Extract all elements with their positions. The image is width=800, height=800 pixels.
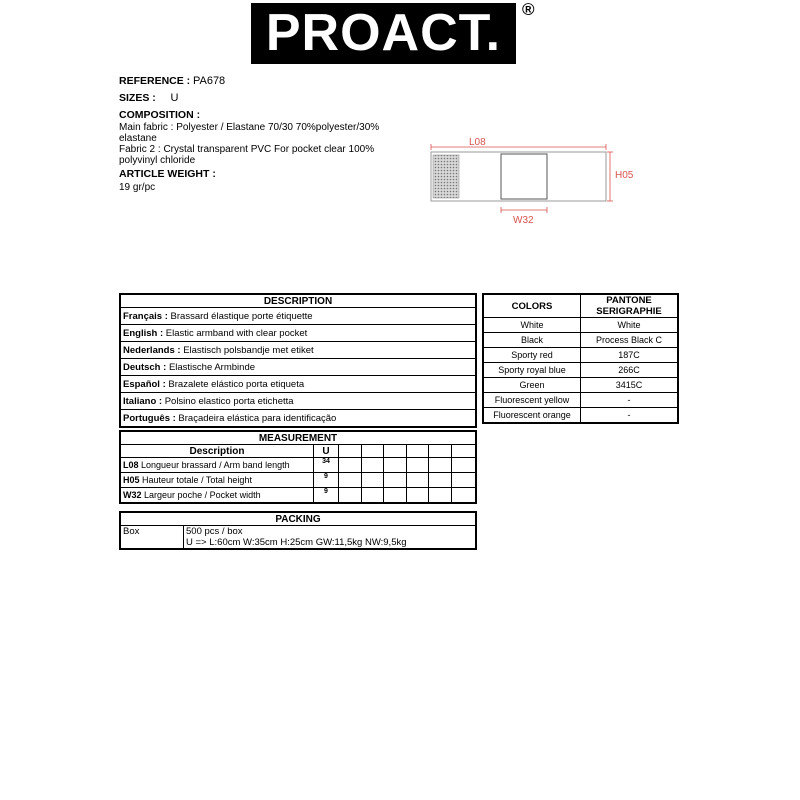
packing-table (119, 511, 477, 550)
composition-line: polyvinyl chloride (119, 155, 196, 166)
colors-table (482, 293, 679, 424)
dimension-w32 (501, 207, 547, 213)
dimension-label-h05: H05 (615, 170, 634, 181)
composition-line: elastane (119, 133, 157, 144)
description-row: Deutsch : Elastische Armbinde (120, 359, 476, 376)
pantone-code: 266C (581, 363, 679, 378)
sizes-value: U (170, 92, 179, 104)
measurement-desc: L08 Longueur brassard / Arm band length (120, 458, 314, 473)
packing-line: 500 pcs / box (186, 526, 243, 537)
composition-line: Fabric 2 : Crystal transparent PVC For pocket clear 100% (119, 144, 375, 155)
clear-pocket (501, 154, 547, 199)
dimension-label-w32: W32 (513, 215, 534, 226)
description-row: Español : Brazalete elástico porta etiqueta (120, 376, 476, 393)
measurement-row (120, 458, 476, 473)
article-weight-label: ARTICLE WEIGHT : (119, 168, 216, 180)
color-name: Green (483, 378, 581, 393)
description-row: Nederlands : Elastisch polsbandje met etiket (120, 342, 476, 359)
colors-header: COLORS (483, 294, 581, 318)
pantone-code: Process Black C (581, 333, 679, 348)
composition-text (119, 122, 394, 166)
dimension-h05 (607, 152, 613, 201)
composition-line: Main fabric : Polyester / Elastane 70/30 70%polyester/30% (119, 122, 380, 133)
measurement-row (120, 488, 476, 504)
dimension-label-l08: L08 (469, 137, 486, 148)
measurement-col-u: U (314, 445, 339, 458)
pantone-code: White (581, 318, 679, 333)
packing-line: U => L:60cm W:35cm H:25cm GW:11,5kg NW:9,5kg (186, 537, 407, 548)
color-name: White (483, 318, 581, 333)
measurement-u-value: 9 (314, 473, 339, 488)
velcro-patch (433, 155, 459, 198)
proact-logo: PROACT. (251, 3, 516, 64)
description-row: Português : Braçadeira elástica para identificação (120, 410, 476, 428)
pantone-header: PANTONE SERIGRAPHIE (581, 294, 679, 318)
measurement-col-description: Description (120, 445, 314, 458)
dimension-l08 (431, 144, 606, 150)
color-name: Black (483, 333, 581, 348)
composition-label: COMPOSITION : (119, 109, 201, 121)
measurement-desc: W32 Largeur poche / Pocket width (120, 488, 314, 504)
description-row: English : Elastic armband with clear pocket (120, 325, 476, 342)
packing-header: PACKING (120, 512, 476, 526)
pantone-code: - (581, 393, 679, 408)
sizes-label: SIZES : (119, 92, 156, 104)
color-name: Fluorescent orange (483, 408, 581, 424)
registered-mark: ® (522, 0, 535, 19)
pantone-code: 187C (581, 348, 679, 363)
sizes-row (119, 93, 179, 104)
packing-label: Box (120, 526, 184, 550)
measurement-row (120, 473, 476, 488)
color-name: Sporty red (483, 348, 581, 363)
measurement-u-value: 9 (314, 488, 339, 504)
description-row: Français : Brassard élastique porte étiquette (120, 308, 476, 325)
pantone-code: - (581, 408, 679, 424)
measurement-table (119, 430, 477, 504)
pantone-code: 3415C (581, 378, 679, 393)
article-weight-value: 19 gr/pc (119, 182, 156, 193)
description-table (119, 293, 477, 428)
measurement-u-value: 34 (314, 458, 339, 473)
packing-details (184, 526, 477, 550)
measurement-desc: H05 Hauteur totale / Total height (120, 473, 314, 488)
armband-technical-drawing (425, 130, 645, 230)
reference-label: REFERENCE : (119, 75, 191, 87)
description-header: DESCRIPTION (120, 294, 476, 308)
reference-row (119, 76, 225, 87)
measurement-header: MEASUREMENT (120, 431, 476, 445)
color-name: Sporty royal blue (483, 363, 581, 378)
reference-value: PA678 (192, 75, 226, 87)
description-row: Italiano : Polsino elastico porta etichetta (120, 393, 476, 410)
color-name: Fluorescent yellow (483, 393, 581, 408)
